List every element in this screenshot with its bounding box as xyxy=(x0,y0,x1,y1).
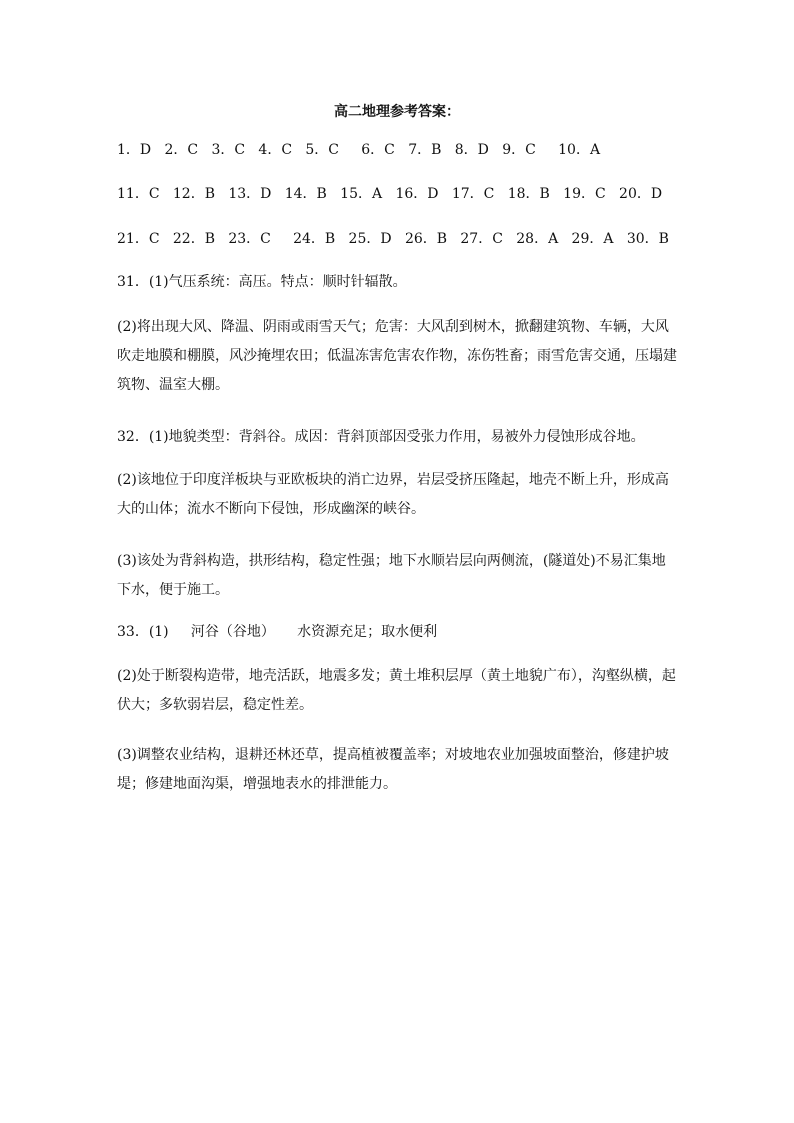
answer-row-21-30: 21．C 22．B 23．C 24．B 25．D 26．B 27．C 28．A 29．A 30．B xyxy=(117,231,669,247)
answer-32-part-3: (3)该处为背斜构造，拱形结构，稳定性强；地下水顺岩层向两侧流，(隧道处)不易汇集地下水，便于施工。 xyxy=(117,553,666,598)
answer-31-part-2: (2)将出现大风、降温、阴雨或雨雪天气；危害：大风刮到树木，掀翻建筑物、车辆，大风吹走地膜和棚膜，风沙掩埋农田；低温冻害危害农作物，冻伤牲畜；雨雪危害交通，压塌建筑物、温室大棚。 xyxy=(117,319,677,393)
answer-row-1-10: 1．D 2．C 3．C 4．C 5．C 6．C 7．B 8．D 9．C 10．A xyxy=(117,142,601,158)
page-title: 高二地理参考答案： xyxy=(334,104,460,120)
answer-33-part-3: (3)调整农业结构，退耕还林还草，提高植被覆盖率；对坡地农业加强坡面整治，修建护坡堤；修建地面沟渠，增强地表水的排泄能力。 xyxy=(117,747,669,792)
answer-32-part-2: (2)该地位于印度洋板块与亚欧板块的消亡边界，岩层受挤压隆起，地壳不断上升，形成高大的山体；流水不断向下侵蚀，形成幽深的峡谷。 xyxy=(117,472,669,517)
answer-32-part-1: 32．(1)地貌类型：背斜谷。成因：背斜顶部因受张力作用，易被外力侵蚀形成谷地。 xyxy=(117,429,645,445)
answer-33-part-2: (2)处于断裂构造带，地壳活跃，地震多发；黄土堆积层厚（黄土地貌广布），沟壑纵横，起伏大；多软弱岩层，稳定性差。 xyxy=(117,668,676,713)
answer-row-11-20: 11．C 12．B 13．D 14．B 15．A 16．D 17．C 18．B 19．C 20．D xyxy=(117,186,663,202)
answer-31-part-1: 31．(1)气压系统：高压。特点：顺时针辐散。 xyxy=(117,274,407,290)
answer-33-part-1: 33．(1) 河谷（谷地） 水资源充足；取水便利 xyxy=(117,624,438,640)
